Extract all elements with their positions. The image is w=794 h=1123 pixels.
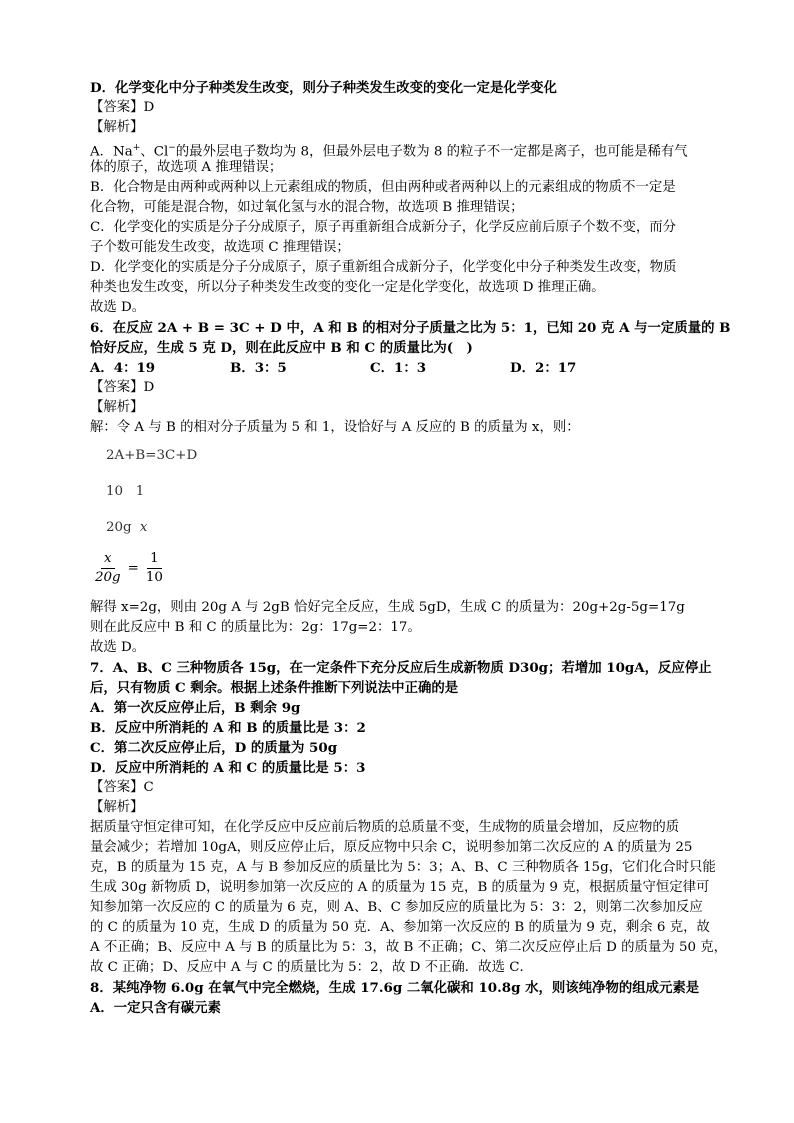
q7-stem-line2: 后，只有物质 C 剩余。根据上述条件推断下列说法中正确的是 xyxy=(90,680,459,696)
q6-calc-ratio: 10 1 xyxy=(106,484,145,499)
q5-analysis-a-line1 xyxy=(90,138,715,158)
q6-solve-line2: 则在此反应中 B 和 C 的质量比为：2g：17g=2：17。 xyxy=(90,620,421,635)
document-page xyxy=(90,78,731,1018)
equals-sign: = xyxy=(127,561,139,576)
q6-intro: 解：令 A 与 B 的相对分子质量为 5 和 1，设恰好与 A 反应的 B 的质量为 x，则： xyxy=(90,420,580,435)
q7-option-a: A．第一次反应停止后，B 剩余 9g xyxy=(90,700,301,716)
q7-analysis-line: 生成 30g 新物质 D，说明参加第一次反应的 A 的质量为 15 克，B 的质量为 9 克，根据质量守恒定律可 xyxy=(90,880,710,895)
q7-analysis-line: 据质量守恒定律可知，在化学反应中反应前后物质的总质量不变，生成物的质量会增加，反应物的质 xyxy=(90,820,680,835)
q6-options xyxy=(90,358,715,378)
q5-analysis-b-line1: B．化合物是由两种或两种以上元素组成的物质，但由两种或者两种以上的元素组成的物质不一定是 xyxy=(90,180,676,195)
q6-stem-line1: 6．在反应 2A + B = 3C + D 中，A 和 B 的相对分子质量之比为 5：1，已知 20 克 A 与一定质量的 B xyxy=(90,320,731,336)
text-span: 的最外层电子数均为 8，但最外层电子数为 8 的粒子不一定都是离子，也可能是稀有气 xyxy=(175,144,688,160)
q7-analysis-label: 【解析】 xyxy=(90,800,144,815)
q7-analysis-line: 故 C 正确；D、反应中 A 与 C 的质量比为 5：2，故 D 不正确．故选 C． xyxy=(90,960,533,975)
fraction-denominator: 20g xyxy=(95,570,121,585)
q6-calc-mass xyxy=(106,518,715,538)
q6-option-d: D．2：17 xyxy=(510,360,577,376)
q6-fraction-equation xyxy=(90,550,715,592)
fraction-row xyxy=(92,550,166,587)
superscript: + xyxy=(132,143,141,153)
q7-option-b: B．反应中所消耗的 A 和 B 的质量比是 3：2 xyxy=(90,720,366,736)
q6-analysis-label: 【解析】 xyxy=(90,400,144,415)
text-span: A．Na xyxy=(90,144,133,160)
q7-answer: 【答案】C xyxy=(90,780,154,795)
q5-analysis-c-line2: 子个数可能发生改变，故选项 C 推理错误； xyxy=(90,240,350,255)
q7-analysis-line: 量会减少；若增加 10gA，则反应停止后，原反应物中只余 C，说明参加第二次反应的 A 的质量为 25 xyxy=(90,840,693,855)
q7-analysis-line: 的 C 的质量为 10 克，生成 D 的质量为 50 克．A、参加第一次反应的 B 的质量为 9 克，剩余 6 克，故 xyxy=(90,920,710,935)
q6-calc-equation: 2A+B=3C+D xyxy=(106,448,198,463)
q5-analysis-d-line2: 种类也发生改变，所以分子种类发生改变的变化一定是化学变化，故选项 D 推理正确。 xyxy=(90,280,605,295)
mass-a: 20g xyxy=(106,520,132,535)
q6-solve-line1: 解得 x=2g，则由 20g A 与 2gB 恰好完全反应，生成 5gD，生成 C 的质量为：20g+2g-5g=17g xyxy=(90,600,685,615)
q5-analysis-b-line2: 化合物，可能是混合物，如过氧化氢与水的混合物，故选项 B 推理错误； xyxy=(90,200,524,215)
fraction-denominator: 10 xyxy=(145,570,163,585)
superscript: − xyxy=(168,143,176,153)
q6-conclusion: 故选 D。 xyxy=(90,640,146,655)
fraction-right xyxy=(143,550,166,587)
q8-stem: 8．某纯净物 6.0g 在氧气中完全燃烧，生成 17.6g 二氧化碳和 10.8g 水，则该纯净物的组成元素是 xyxy=(90,980,700,996)
q7-analysis-line: A 不正确；B、反应中 A 与 B 的质量比为 5：3，故 B 不正确；C、第二次反应停止后 D 的质量为 50 克， xyxy=(90,940,728,955)
q6-stem-line2: 恰好反应，生成 5 克 D，则在此反应中 B 和 C 的质量比为( ) xyxy=(90,340,473,356)
q5-analysis-a-line2: 体的原子，故选项 A 推理错误； xyxy=(90,160,283,175)
q5-conclusion: 故选 D。 xyxy=(90,300,146,315)
q5-answer: 【答案】D xyxy=(90,100,155,115)
fraction-left xyxy=(92,550,124,587)
q8-option-a: A．一定只含有碳元素 xyxy=(90,1000,221,1016)
q6-option-c: C．1：3 xyxy=(370,360,427,376)
q6-option-b: B．3：5 xyxy=(230,360,287,376)
fraction-numerator: 1 xyxy=(147,550,162,569)
fraction-numerator: x xyxy=(101,550,115,569)
q7-analysis-line: 克，B 的质量为 15 克，A 与 B 参加反应的质量比为 5：3；A、B、C 三种物质各 15g，它们化合时只能 xyxy=(90,860,716,875)
q5-analysis-d-line1: D．化学变化的实质是分子分成原子，原子重新组合成新分子，化学变化中分子种类发生改变，物质 xyxy=(90,260,677,275)
q7-analysis-line: 知参加第一次反应的 C 的质量为 6 克，则 A、B、C 参加反应的质量比为 5：3：2，则第二次参加反应 xyxy=(90,900,703,915)
q7-stem-line1: 7．A、B、C 三种物质各 15g，在一定条件下充分反应后生成新物质 D30g；若增加 10gA，反应停止 xyxy=(90,660,712,676)
text-span: 、Cl xyxy=(140,144,169,160)
mass-x: x xyxy=(139,520,148,535)
q6-answer: 【答案】D xyxy=(90,380,155,395)
q7-option-c: C．第二次反应停止后，D 的质量为 50g xyxy=(90,740,338,756)
q5-analysis-c-line1: C．化学变化的实质是分子分成原子，原子再重新组合成新分子，化学反应前后原子个数不变，而分 xyxy=(90,220,677,235)
q5-analysis-label: 【解析】 xyxy=(90,120,144,135)
q7-option-d: D．反应中所消耗的 A 和 C 的质量比是 5：3 xyxy=(90,760,366,776)
q5-option-d: D．化学变化中分子种类发生改变，则分子种类发生改变的变化一定是化学变化 xyxy=(90,80,557,96)
q6-option-a: A．4：19 xyxy=(90,360,156,376)
